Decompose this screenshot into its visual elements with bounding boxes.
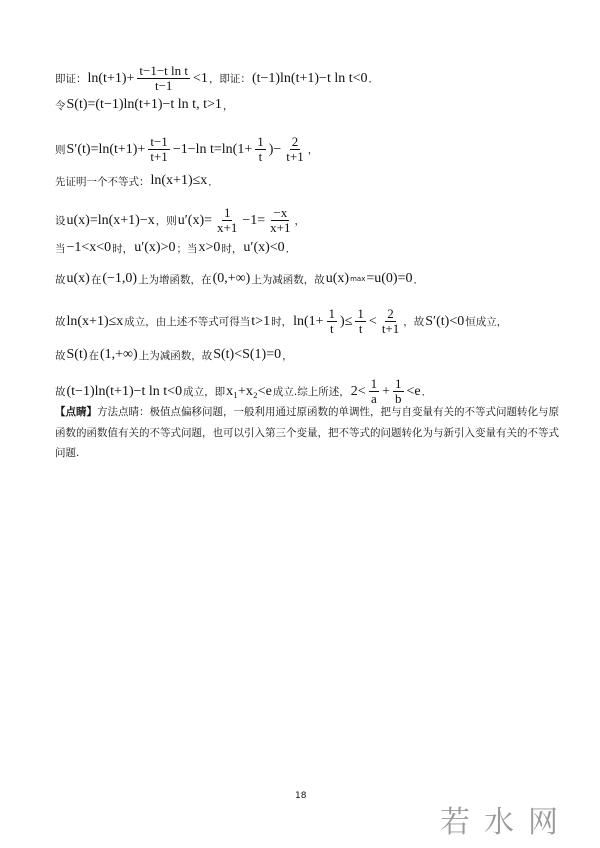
math-expression: 2< [350, 383, 366, 399]
denominator: x+1 [217, 220, 238, 236]
numerator: 1 [395, 376, 402, 391]
text: 成立，由上述不等式可得当 [124, 316, 251, 329]
numerator: 2 [387, 306, 394, 321]
text: 即证： [55, 73, 87, 86]
text: ． [285, 242, 297, 255]
fraction [355, 307, 366, 337]
math-expression: =u(0)=0 [366, 271, 413, 286]
denominator: t+1 [150, 149, 168, 165]
text: 上为增函数，在 [138, 273, 212, 286]
text: 令 [55, 99, 66, 112]
text: 时， [221, 242, 243, 255]
denominator: t [358, 321, 363, 337]
text: 成立，即 [183, 386, 226, 399]
math-expression: (t−1)ln(t+1)−t ln t<0 [66, 383, 183, 399]
math-expression: u′(x)<0 [243, 240, 285, 255]
math-expression: (0,+∞) [212, 271, 251, 286]
math-expression: (−1,0) [102, 271, 138, 286]
tip-paragraph [55, 402, 560, 464]
math-expression: ln(t+1)+ [87, 70, 135, 86]
text: 上为减函数，故 [138, 349, 213, 362]
numerator: 1 [223, 205, 231, 220]
math-line [55, 135, 318, 165]
math-expression: < [368, 313, 377, 329]
text: ， [294, 215, 306, 228]
math-expression: −1<x<0 [66, 240, 112, 255]
text: ， [222, 99, 234, 112]
denominator: a [370, 391, 377, 407]
math-expression: ln(x+1)≤x [66, 313, 124, 329]
fraction [268, 206, 292, 236]
math-expression: u′(x)>0 [134, 240, 176, 255]
math-line [55, 97, 233, 113]
math-line [55, 206, 305, 236]
math-expression: S(t)=(t−1)ln(t+1)−t ln t, t>1 [66, 97, 222, 112]
math-expression: x>0 [198, 240, 221, 255]
denominator: x+1 [270, 220, 291, 236]
text: ，即证： [208, 73, 251, 86]
numerator: 2 [291, 134, 299, 149]
watermark-text: 若水网 [440, 805, 572, 840]
math-expression: u′(x)= [177, 212, 213, 228]
tip-text: 方法点睛：极值点偏移问题，一般利用通过原函数的单调性，把与自变量有关的不等式问题转化与原函数的函数值有关的不等式问题，也可以引入第三个变量，把不等式的问题转化为与新引入变量有关的不等式问题. [55, 406, 559, 459]
numerator: t−1 [150, 134, 168, 149]
fraction [137, 64, 190, 94]
math-expression: u(x) [66, 271, 90, 286]
text: 先证明一个不等式： [55, 175, 150, 188]
math-expression: −1−ln t=ln(1+ [172, 141, 253, 157]
denominator: t+1 [286, 149, 304, 165]
fraction [148, 135, 169, 165]
denominator: t [258, 149, 263, 165]
math-expression: <e [406, 383, 421, 399]
math-expression: )≤ [340, 313, 353, 329]
text: 成立.综上所述， [272, 386, 350, 399]
numerator: t−1−t ln t [139, 63, 189, 78]
math-expression: (1,+∞) [100, 347, 138, 362]
text: ， [307, 144, 319, 157]
text: 故 [55, 273, 66, 286]
fraction [380, 307, 401, 337]
watermark-logo [440, 797, 590, 845]
text: 恒成立， [465, 316, 508, 329]
math-expression: ln(x+1)≤x [150, 173, 208, 188]
text: 在 [88, 349, 99, 362]
text: 故 [55, 349, 66, 362]
math-expression: u(x)=ln(x+1)−x [66, 212, 155, 228]
math-expression: −1= [242, 212, 266, 228]
page-number: 18 [295, 791, 307, 801]
denominator: t−1 [154, 78, 173, 94]
text: 设 [55, 215, 66, 228]
math-line [55, 64, 379, 94]
math-line [55, 271, 424, 287]
math-expression: S′(t)=ln(t+1)+ [66, 141, 146, 157]
text: ，故 [403, 316, 425, 329]
text: ，则 [155, 215, 177, 228]
numerator: −x [273, 205, 288, 220]
text: ． [208, 175, 219, 188]
math-expression: + [382, 383, 391, 399]
math-line [55, 347, 293, 363]
math-expression: S(t)<S(1)=0 [213, 347, 282, 362]
math-expression: )− [268, 141, 282, 157]
fraction [284, 135, 305, 165]
math-expression: S′(t)<0 [425, 313, 465, 329]
text: 故 [55, 386, 66, 399]
text: ；当 [176, 242, 198, 255]
math-line [55, 173, 219, 189]
denominator: t+1 [381, 321, 400, 337]
math-expression: S(t) [66, 347, 88, 362]
numerator: 1 [257, 134, 264, 149]
text: ． [421, 386, 433, 399]
math-expression: (t−1)ln(t+1)−t ln t<0 [251, 70, 368, 86]
math-expression: t>1 [251, 313, 271, 329]
text: 故 [55, 316, 66, 329]
text: 时， [112, 242, 134, 255]
tip-label: 【点睛】 [55, 406, 97, 418]
math-expression: ln(1+ [293, 313, 324, 329]
math-expression: <1 [193, 70, 208, 86]
fraction [255, 135, 266, 165]
fraction [327, 307, 338, 337]
text: 则 [55, 144, 66, 157]
text: 上为减函数，故 [251, 273, 325, 286]
math-expression: u(x) [325, 271, 350, 286]
text: ． [368, 73, 380, 86]
math-expression: x₁+x₂<e [226, 383, 272, 399]
fraction [215, 206, 239, 236]
numerator: 1 [370, 376, 378, 391]
denominator: t [329, 321, 334, 337]
text: ， [282, 349, 293, 362]
text: ． [413, 273, 424, 286]
math-line [55, 240, 296, 256]
numerator: 1 [328, 306, 336, 321]
denominator: b [395, 391, 402, 407]
numerator: 1 [357, 306, 364, 321]
math-line [55, 307, 507, 337]
subscript: max [350, 275, 366, 283]
text: 当 [55, 242, 66, 255]
text: 在 [90, 273, 102, 286]
text: 时， [271, 316, 293, 329]
